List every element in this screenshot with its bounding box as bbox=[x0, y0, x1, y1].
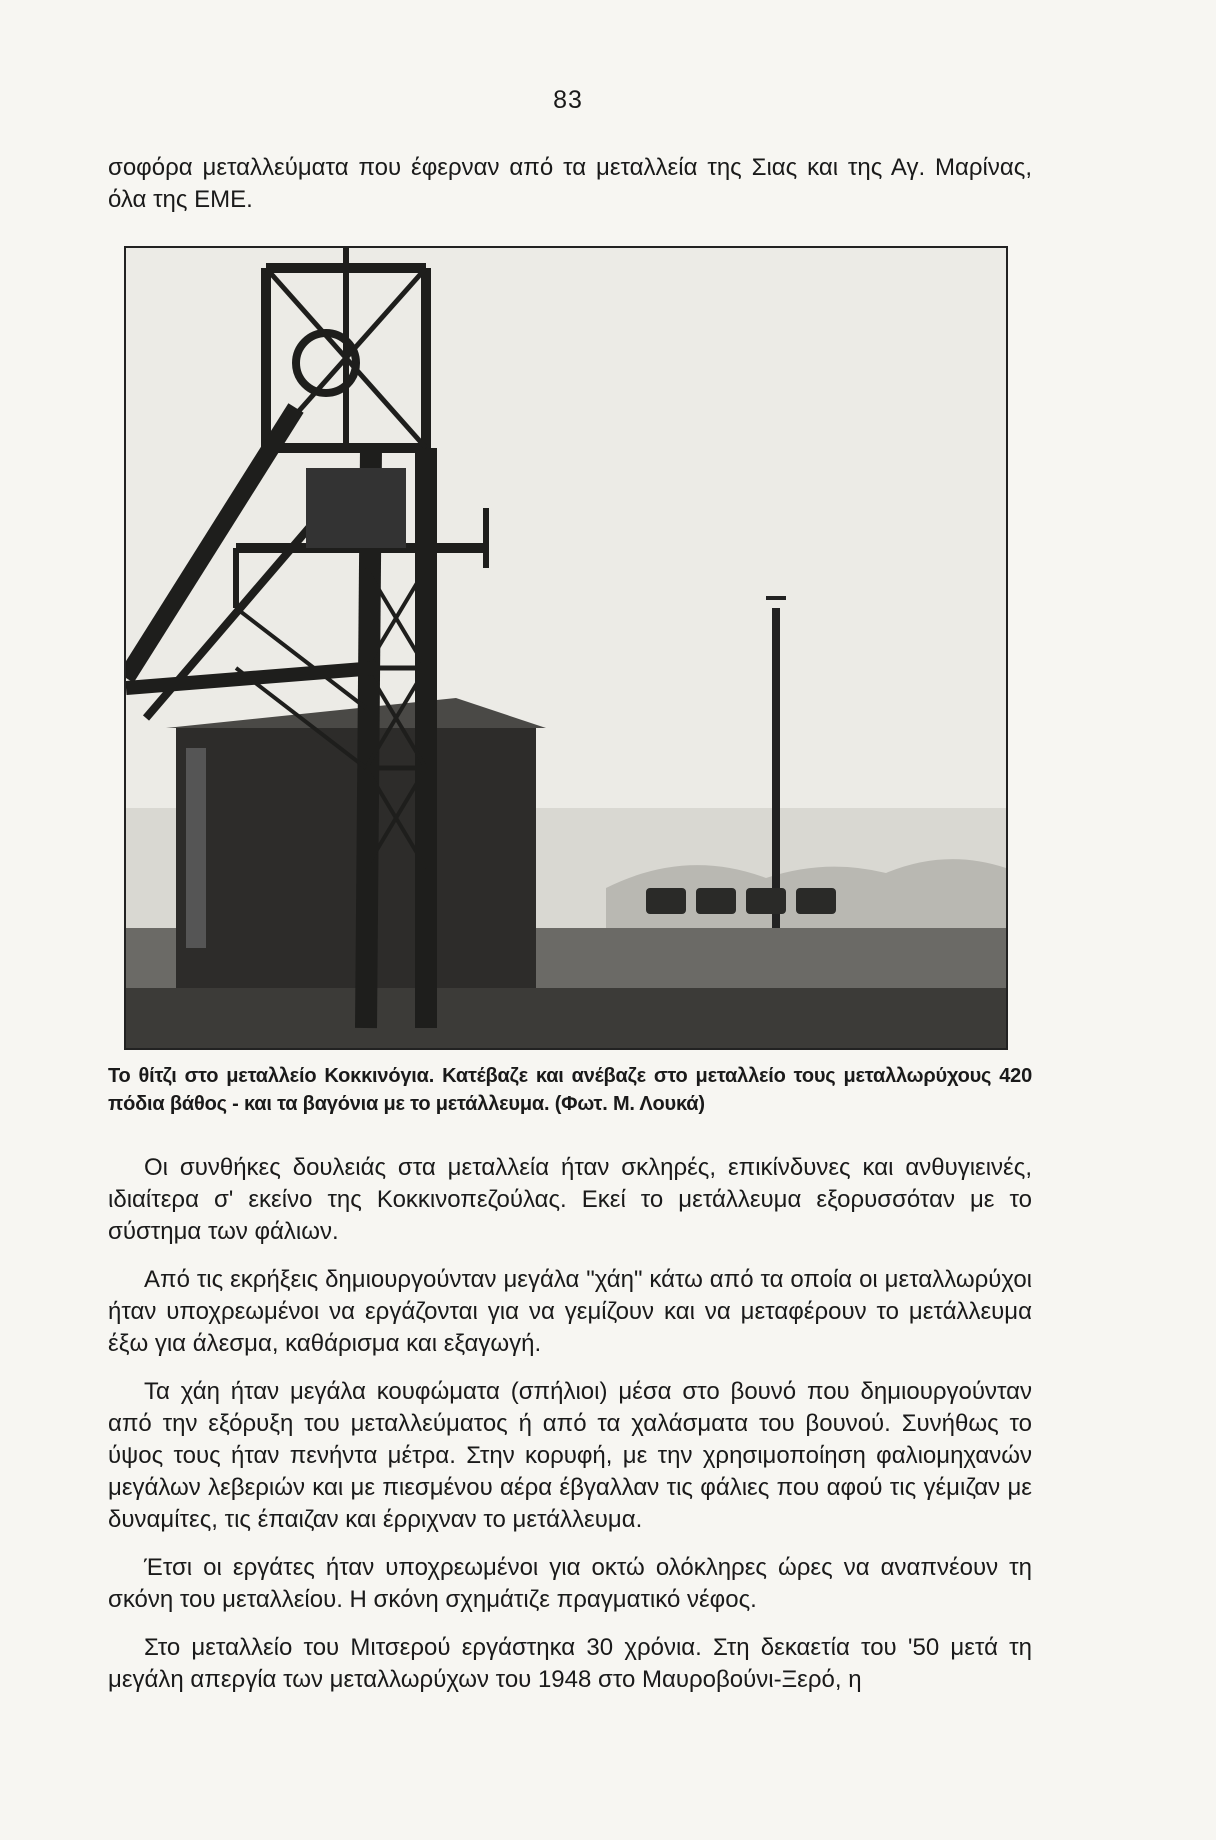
photo-illustration bbox=[126, 248, 1006, 1048]
photo-caption: Το θίτζι στο μεταλλείο Κοκκινόγια. Κατέβαζε και ανέβαζε στο μεταλλείο τους μεταλλωρύχους 420 πόδια βάθος - και τα βαγόνια με το μετάλλευμα. (Φωτ. Μ. Λουκά) bbox=[108, 1065, 1032, 1115]
intro-paragraph: σοφόρα μεταλλεύματα που έφερναν από τα μεταλλεία της Σιας και της Αγ. Μαρίνας, όλα της ΕΜΕ. bbox=[108, 154, 1032, 213]
paragraph: Τα χάη ήταν μεγάλα κουφώματα (σπήλιοι) μέσα στο βουνό που δημιουργούνταν από την εξόρυξη του μεταλλεύματος ή από τα χαλάσματα του βουνού. Συνήθως το ύψος τους ήταν πενήντα μέτρα. Στην κορυφή, με την χρησιμοποίηση φαλιομηχανών μεγάλων λεβεριών και με πιεσμένου αέρα έβγαλλαν τις φάλιες που αφού τις γέμιζαν με δυναμίτες, τις έπαιζαν και έρριχναν το μετάλλευμα. bbox=[108, 1378, 1032, 1533]
paragraph: Από τις εκρήξεις δημιουργούνταν μεγάλα "χάη" κάτω από τα οποία οι μεταλλωρύχοι ήταν υποχρεωμένοι να εργάζονται για να γεμίζουν και να μεταφέρουν το μετάλλευμα έξω για άλεσμα, καθάρισμα και εξαγωγή. bbox=[108, 1266, 1032, 1357]
paragraph: Στο μεταλλείο του Μιτσερού εργάστηκα 30 χρόνια. Στη δεκαετία του '50 μετά τη μεγάλη απεργία των μεταλλωρύχων του 1948 στο Μαυροβούνι-Ξερό, η bbox=[108, 1634, 1032, 1693]
paragraph: Έτσι οι εργάτες ήταν υποχρεωμένοι για οκτώ ολόκληρες ώρες να αναπνέουν τη σκόνη του μεταλλείου. Η σκόνη σχημάτιζε πραγματικό νέφος. bbox=[108, 1554, 1032, 1613]
page-number: 83 bbox=[553, 86, 583, 114]
body-text bbox=[108, 1152, 1032, 1712]
paragraph: Οι συνθήκες δουλειάς στα μεταλλεία ήταν σκληρές, επικίνδυνες και ανθυγιεινές, ιδιαίτερα σ' εκείνο της Κοκκινοπεζούλας. Εκεί το μετάλλευμα εξορυσσόταν με το σύστημα των φάλιων. bbox=[108, 1154, 1032, 1245]
mine-headframe-photo bbox=[124, 246, 1008, 1050]
